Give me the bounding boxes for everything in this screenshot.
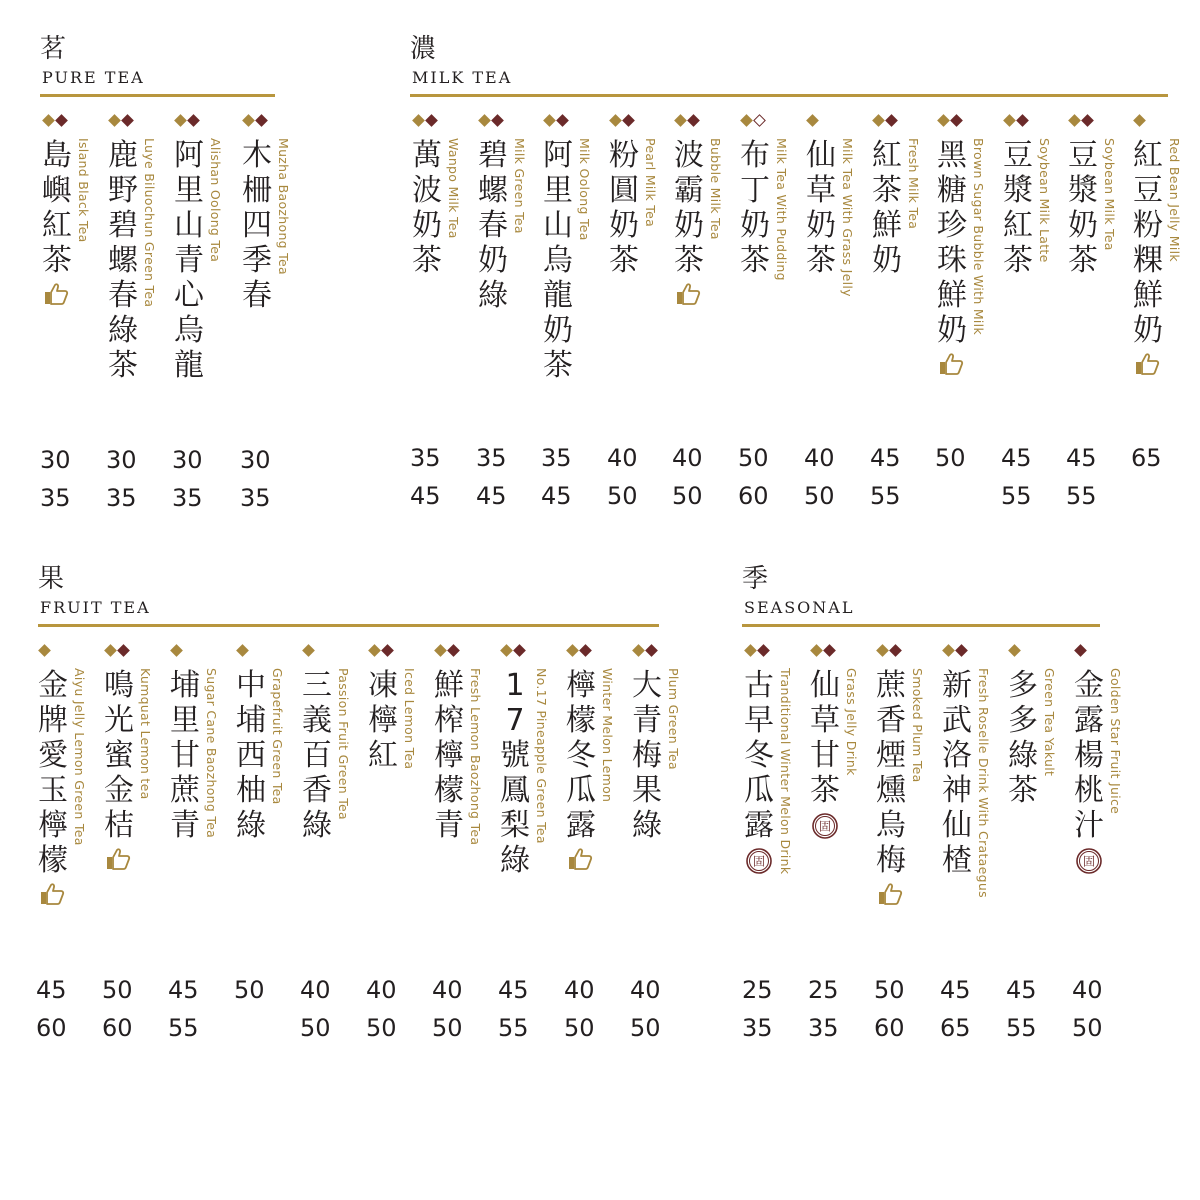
gold-diamond-icon xyxy=(744,644,757,657)
section-divider xyxy=(38,624,659,627)
price-large: 35 xyxy=(742,1014,773,1042)
item-name-en: Fresh Milk Tea xyxy=(906,138,921,230)
brown-diamond-icon xyxy=(889,644,902,657)
price-medium: 30 xyxy=(40,446,71,474)
gold-diamond-icon xyxy=(412,114,425,127)
size-marks xyxy=(942,644,968,658)
gold-diamond-icon xyxy=(1003,114,1016,127)
gold-diamond-icon xyxy=(810,644,823,657)
price-large: 55 xyxy=(498,1014,529,1042)
section-divider xyxy=(410,94,1168,97)
item-name-en: Grapefruit Green Tea xyxy=(270,668,285,805)
size-marks xyxy=(170,644,183,658)
price-large: 35 xyxy=(106,484,137,512)
item-name-zh: 大青梅果綠 xyxy=(632,668,662,843)
price-medium: 45 xyxy=(1001,444,1032,472)
item-name-zh: 碧螺春奶綠 xyxy=(478,138,508,313)
item-name-zh: 豆漿奶茶 xyxy=(1068,138,1098,278)
section-title-en: FRUIT TEA xyxy=(40,598,151,617)
price-medium: 35 xyxy=(476,444,507,472)
section-divider xyxy=(40,94,275,97)
price-large: 60 xyxy=(36,1014,67,1042)
brown-diamond-icon xyxy=(579,644,592,657)
item-name-zh: 木柵四季春 xyxy=(242,138,272,313)
price-medium: 40 xyxy=(1072,976,1103,1004)
brown-diamond-icon xyxy=(1081,114,1094,127)
gold-diamond-icon xyxy=(632,644,645,657)
item-name-zh: 紅豆粉粿鮮奶 xyxy=(1133,138,1163,348)
price-large: 50 xyxy=(1072,1014,1103,1042)
item-name-en: Iced Lemon Tea xyxy=(402,668,417,770)
price-medium: 45 xyxy=(1006,976,1037,1004)
item-name-en: Grass Jelly Drink xyxy=(844,668,859,776)
item-name-en: No.17 Pineapple Green Tea xyxy=(534,668,549,844)
price-medium: 40 xyxy=(366,976,397,1004)
gold-diamond-icon xyxy=(1008,644,1021,657)
size-marks xyxy=(38,644,51,658)
item-name-zh: 粉圓奶茶 xyxy=(609,138,639,278)
gold-diamond-icon xyxy=(368,644,381,657)
brown-diamond-icon xyxy=(950,114,963,127)
price-large: 55 xyxy=(1006,1014,1037,1042)
item-name-zh: 凍檸紅 xyxy=(368,668,398,773)
brown-diamond-icon xyxy=(447,644,460,657)
size-marks xyxy=(478,114,504,128)
gold-diamond-icon xyxy=(674,114,687,127)
thumbs-up-icon xyxy=(567,847,593,871)
item-name-en: Golden Star Fruit Juice xyxy=(1108,668,1123,815)
item-name-zh: 金牌愛玉檸檬 xyxy=(38,668,68,878)
gold-diamond-icon xyxy=(170,644,183,657)
item-name-en: Smoked Plum Tea xyxy=(910,668,925,783)
brown-diamond-icon xyxy=(885,114,898,127)
size-marks xyxy=(412,114,438,128)
section-title-zh: 濃 xyxy=(410,34,437,64)
item-name-en: Fresh Lemon Baozhong Tea xyxy=(468,668,483,846)
item-name-en: Milk Tea With Grass Jelly xyxy=(840,138,855,297)
size-marks xyxy=(174,114,200,128)
price-medium: 40 xyxy=(607,444,638,472)
price-medium: 65 xyxy=(1131,444,1162,472)
item-name-zh: 阿里山烏龍奶茶 xyxy=(543,138,573,383)
price-large: 35 xyxy=(240,484,271,512)
price-large: 35 xyxy=(40,484,71,512)
thumbs-up-icon xyxy=(877,882,903,906)
size-marks xyxy=(1003,114,1029,128)
item-name-en: Milk Green Tea xyxy=(512,138,527,234)
size-marks xyxy=(674,114,700,128)
item-name-zh: 金露楊桃汁 xyxy=(1074,668,1104,843)
item-name-zh: 鹿野碧螺春綠茶 xyxy=(108,138,138,383)
item-name-en: Tranditional Winter Melon Drink xyxy=(778,668,793,875)
gold-diamond-icon xyxy=(242,114,255,127)
price-large: 60 xyxy=(102,1014,133,1042)
price-large: 55 xyxy=(1066,482,1097,510)
price-medium: 40 xyxy=(804,444,835,472)
item-name-en: Passion Fruit Green Tea xyxy=(336,668,351,820)
gold-diamond-icon xyxy=(872,114,885,127)
gold-diamond-icon xyxy=(434,644,447,657)
item-name-zh: 豆漿紅茶 xyxy=(1003,138,1033,278)
section-title-zh: 季 xyxy=(742,564,769,594)
item-name-zh: 蔗香煙燻烏梅 xyxy=(876,668,906,878)
price-large: 50 xyxy=(564,1014,595,1042)
price-medium: 50 xyxy=(738,444,769,472)
item-name-zh: 檸檬冬瓜露 xyxy=(566,668,596,843)
price-large: 45 xyxy=(541,482,572,510)
price-medium: 40 xyxy=(630,976,661,1004)
price-large: 35 xyxy=(172,484,203,512)
gold-diamond-icon xyxy=(1133,114,1146,127)
brown-diamond-icon xyxy=(645,644,658,657)
thumbs-up-icon xyxy=(39,882,65,906)
price-medium: 40 xyxy=(300,976,331,1004)
brown-diamond-icon xyxy=(1016,114,1029,127)
brown-diamond-icon xyxy=(513,644,526,657)
price-large: 35 xyxy=(808,1014,839,1042)
brown-diamond-icon xyxy=(381,644,394,657)
item-name-en: Island Black Tea xyxy=(76,138,91,243)
size-marks xyxy=(302,644,315,658)
thumbs-up-icon xyxy=(1134,352,1160,376)
price-large: 55 xyxy=(168,1014,199,1042)
thumbs-up-icon xyxy=(675,282,701,306)
brown-diamond-icon xyxy=(823,644,836,657)
price-medium: 25 xyxy=(742,976,773,1004)
gold-diamond-icon xyxy=(302,644,315,657)
gold-diamond-icon xyxy=(478,114,491,127)
size-marks xyxy=(1074,644,1087,658)
item-name-en: Aiyu Jelly Lemon Green Tea xyxy=(72,668,87,846)
item-name-en: Muzha Baozhong Tea xyxy=(276,138,291,275)
brown-diamond-icon xyxy=(121,114,134,127)
item-name-zh: 阿里山青心烏龍 xyxy=(174,138,204,383)
item-name-zh: 17號鳳梨綠 xyxy=(500,668,530,878)
price-medium: 35 xyxy=(410,444,441,472)
size-marks xyxy=(368,644,394,658)
gold-diamond-icon xyxy=(104,644,117,657)
gold-diamond-icon xyxy=(543,114,556,127)
item-name-en: Luye Biluochun Green Tea xyxy=(142,138,157,308)
price-medium: 40 xyxy=(672,444,703,472)
solid-stamp-icon xyxy=(1075,847,1103,875)
svg-text:固: 固 xyxy=(1082,854,1096,869)
brown-diamond-icon xyxy=(491,114,504,127)
item-name-zh: 島嶼紅茶 xyxy=(42,138,72,278)
item-name-en: Wanpo Milk Tea xyxy=(446,138,461,239)
item-name-zh: 新武洛神仙楂 xyxy=(942,668,972,878)
section-title-zh: 茗 xyxy=(40,34,67,64)
brown-diamond-icon xyxy=(55,114,68,127)
brown-diamond-icon xyxy=(622,114,635,127)
size-marks xyxy=(242,114,268,128)
price-medium: 25 xyxy=(808,976,839,1004)
size-marks xyxy=(1008,644,1021,658)
price-medium: 45 xyxy=(168,976,199,1004)
gold-diamond-icon xyxy=(108,114,121,127)
price-large: 60 xyxy=(874,1014,905,1042)
brown-diamond-icon xyxy=(687,114,700,127)
price-medium: 45 xyxy=(940,976,971,1004)
svg-text:固: 固 xyxy=(818,819,832,834)
section-title-en: MILK TEA xyxy=(412,68,513,87)
brown-diamond-icon xyxy=(1074,644,1087,657)
size-marks xyxy=(1068,114,1094,128)
brown-diamond-icon xyxy=(955,644,968,657)
gold-diamond-icon xyxy=(174,114,187,127)
item-name-en: Plum Green Tea xyxy=(666,668,681,770)
item-name-en: Green Tea Yakult xyxy=(1042,668,1057,777)
solid-stamp-icon xyxy=(745,847,773,875)
solid-stamp-icon xyxy=(811,812,839,840)
brown-diamond-icon xyxy=(255,114,268,127)
item-name-zh: 鳴光蜜金桔 xyxy=(104,668,134,843)
price-medium: 45 xyxy=(36,976,67,1004)
size-marks xyxy=(1133,114,1146,128)
item-name-en: Soybean Milk Tea xyxy=(1102,138,1117,251)
brown-diamond-icon xyxy=(425,114,438,127)
size-marks xyxy=(806,114,819,128)
item-name-en: Alishan Oolong Tea xyxy=(208,138,223,263)
item-name-zh: 中埔西柚綠 xyxy=(236,668,266,843)
size-marks xyxy=(632,644,658,658)
thumbs-up-icon xyxy=(43,282,69,306)
price-medium: 45 xyxy=(870,444,901,472)
item-name-en: Red Bean Jelly Milk xyxy=(1167,138,1182,262)
gold-diamond-icon xyxy=(236,644,249,657)
brown-diamond-icon xyxy=(757,644,770,657)
item-name-zh: 布丁奶茶 xyxy=(740,138,770,278)
item-name-en: Bubble Milk Tea xyxy=(708,138,723,240)
item-name-en: Fresh Roselle Drink With Crataegus xyxy=(976,668,991,898)
item-name-zh: 萬波奶茶 xyxy=(412,138,442,278)
price-large: 50 xyxy=(804,482,835,510)
price-medium: 30 xyxy=(106,446,137,474)
size-marks xyxy=(810,644,836,658)
gold-diamond-icon xyxy=(942,644,955,657)
section-title-en: SEASONAL xyxy=(744,598,855,617)
price-large: 50 xyxy=(672,482,703,510)
size-marks xyxy=(872,114,898,128)
price-medium: 40 xyxy=(432,976,463,1004)
item-name-en: Milk Tea With Pudding xyxy=(774,138,789,281)
gold-diamond-icon xyxy=(806,114,819,127)
section-divider xyxy=(742,624,1100,627)
section-title-zh: 果 xyxy=(38,564,65,594)
gold-diamond-icon xyxy=(1068,114,1081,127)
price-large: 50 xyxy=(630,1014,661,1042)
item-name-zh: 古早冬瓜露 xyxy=(744,668,774,843)
gold-diamond-icon xyxy=(42,114,55,127)
price-large: 50 xyxy=(432,1014,463,1042)
price-medium: 40 xyxy=(564,976,595,1004)
size-marks xyxy=(42,114,68,128)
gold-diamond-icon xyxy=(500,644,513,657)
item-name-zh: 埔里甘蔗青 xyxy=(170,668,200,843)
gold-diamond-icon xyxy=(609,114,622,127)
gold-diamond-icon xyxy=(38,644,51,657)
section-title-en: PURE TEA xyxy=(42,68,145,87)
price-large: 55 xyxy=(1001,482,1032,510)
size-marks xyxy=(566,644,592,658)
item-name-zh: 紅茶鮮奶 xyxy=(872,138,902,278)
item-name-zh: 黑糖珍珠鮮奶 xyxy=(937,138,967,348)
size-marks xyxy=(937,114,963,128)
size-marks xyxy=(876,644,902,658)
price-medium: 50 xyxy=(874,976,905,1004)
price-medium: 30 xyxy=(240,446,271,474)
size-marks xyxy=(434,644,460,658)
size-marks xyxy=(104,644,130,658)
size-marks xyxy=(236,644,249,658)
item-name-en: Soybean Milk Latte xyxy=(1037,138,1052,263)
item-name-en: Milk Oolong Tea xyxy=(577,138,592,241)
price-large: 45 xyxy=(476,482,507,510)
price-large: 50 xyxy=(366,1014,397,1042)
price-medium: 50 xyxy=(935,444,966,472)
gold-diamond-icon xyxy=(740,114,753,127)
size-marks xyxy=(543,114,569,128)
size-marks xyxy=(609,114,635,128)
item-name-zh: 仙草甘茶 xyxy=(810,668,840,808)
item-name-zh: 波霸奶茶 xyxy=(674,138,704,278)
brown-diamond-icon xyxy=(556,114,569,127)
item-name-en: Kumquat Lemon tea xyxy=(138,668,153,800)
price-medium: 50 xyxy=(234,976,265,1004)
brown-diamond-icon xyxy=(187,114,200,127)
item-name-zh: 多多綠茶 xyxy=(1008,668,1038,808)
price-medium: 50 xyxy=(102,976,133,1004)
item-name-zh: 仙草奶茶 xyxy=(806,138,836,278)
price-medium: 45 xyxy=(1066,444,1097,472)
price-large: 60 xyxy=(738,482,769,510)
price-large: 45 xyxy=(410,482,441,510)
price-large: 50 xyxy=(300,1014,331,1042)
hollow-diamond-icon xyxy=(753,114,766,127)
size-marks xyxy=(108,114,134,128)
item-name-en: Winter Melon Lemon xyxy=(600,668,615,803)
gold-diamond-icon xyxy=(566,644,579,657)
brown-diamond-icon xyxy=(117,644,130,657)
size-marks xyxy=(500,644,526,658)
gold-diamond-icon xyxy=(876,644,889,657)
thumbs-up-icon xyxy=(105,847,131,871)
item-name-zh: 鮮榨檸檬青 xyxy=(434,668,464,843)
item-name-zh: 三義百香綠 xyxy=(302,668,332,843)
size-marks xyxy=(740,114,766,128)
price-large: 50 xyxy=(607,482,638,510)
item-name-en: Pearl Milk Tea xyxy=(643,138,658,228)
gold-diamond-icon xyxy=(937,114,950,127)
size-marks xyxy=(744,644,770,658)
price-medium: 35 xyxy=(541,444,572,472)
item-name-en: Brown Sugar Bubble With Milk xyxy=(971,138,986,335)
svg-text:固: 固 xyxy=(752,854,766,869)
thumbs-up-icon xyxy=(938,352,964,376)
item-name-en: Sugar Cane Baozhong Tea xyxy=(204,668,219,839)
price-large: 65 xyxy=(940,1014,971,1042)
price-large: 55 xyxy=(870,482,901,510)
price-medium: 30 xyxy=(172,446,203,474)
price-medium: 45 xyxy=(498,976,529,1004)
